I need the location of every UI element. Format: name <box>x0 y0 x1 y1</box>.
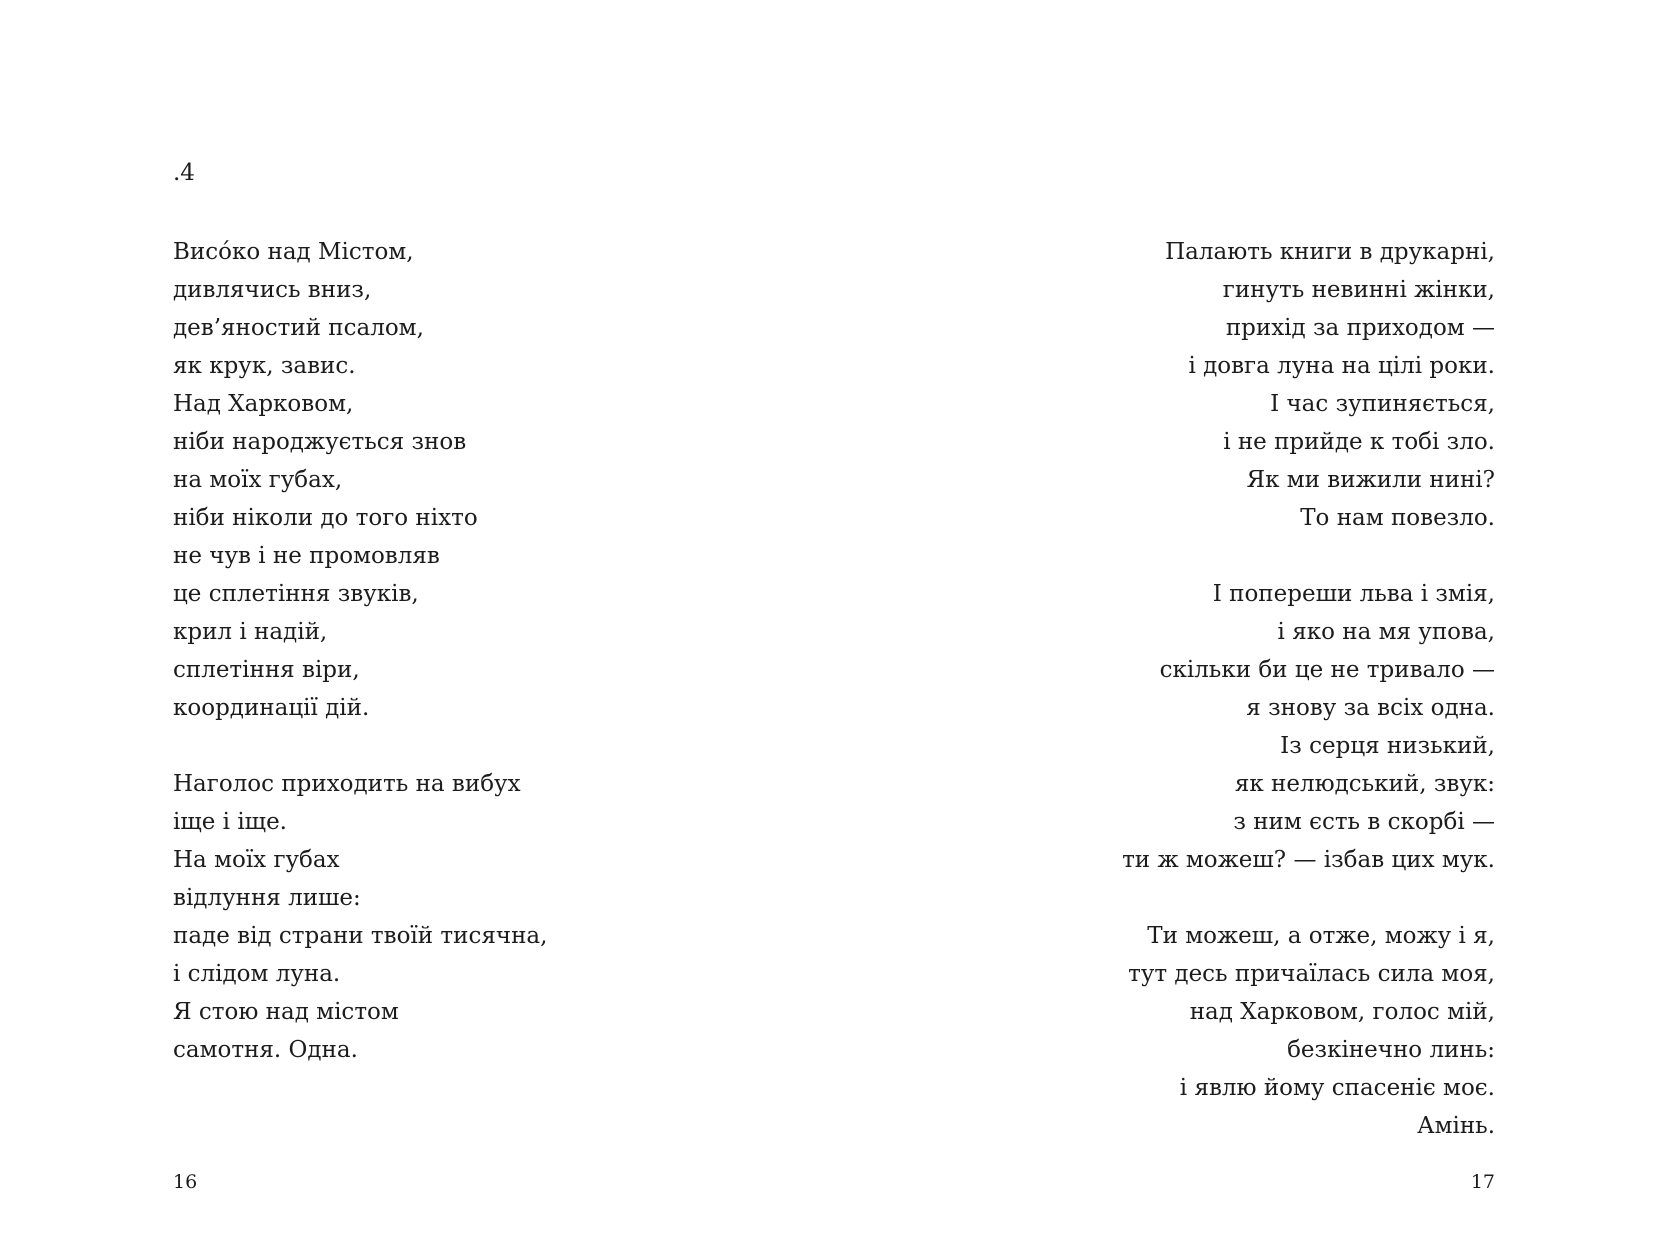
poem-line: з ним єсть в скорбі — <box>1233 809 1495 835</box>
poem-line: і не прийде к тобі зло. <box>1223 429 1495 455</box>
right-page-poem <box>1122 233 1495 1183</box>
poem-line: Висо́ко над Містом, <box>173 239 414 265</box>
poem-line: і яко на мя упова, <box>1277 619 1495 645</box>
poem-line: Наголос приходить на вибух <box>173 771 521 797</box>
poem-line: над Харковом, голос мій, <box>1189 999 1495 1025</box>
poem-line: це сплетіння звуків, <box>173 581 419 607</box>
poem-line: гинуть невинні жінки, <box>1222 277 1495 303</box>
poem-line: Амінь. <box>1417 1113 1495 1139</box>
stanza <box>1122 575 1495 879</box>
poem-line: і явлю йому спасеніє моє. <box>1179 1075 1495 1101</box>
poem-line: То нам повезло. <box>1300 505 1495 531</box>
poem-line: сплетіння віри, <box>173 657 360 683</box>
poem-line: На моїх губах <box>173 847 340 873</box>
stanza <box>173 765 547 1069</box>
poem-line: координації дій. <box>173 695 370 721</box>
poem-line: дев’яностий псалом, <box>173 315 424 341</box>
poem-line: не чув і не промовляв <box>173 543 440 569</box>
poem-line: і довга луна на цілі роки. <box>1188 353 1495 379</box>
poem-line: І попереши льва і змія, <box>1212 581 1495 607</box>
poem-line: іще і іще. <box>173 809 287 835</box>
poem-line: як нелюдський, звук: <box>1234 771 1495 797</box>
poem-line: відлуння лише: <box>173 885 361 911</box>
poem-line: крил і надій, <box>173 619 328 645</box>
poem-line: дивлячись вниз, <box>173 277 372 303</box>
stanza <box>1122 917 1495 1145</box>
poem-line: самотня. Одна. <box>173 1037 358 1063</box>
poem-line: Із серця низький, <box>1280 733 1495 759</box>
section-number: .4 <box>173 160 195 186</box>
poem-line: паде від страни твоїй тисячна, <box>173 923 548 949</box>
poem-line: ніби ніколи до того ніхто <box>173 505 478 531</box>
poem-line: Палають книги в друкарні, <box>1165 239 1495 265</box>
poem-line: Як ми вижили нині? <box>1246 467 1495 493</box>
poem-line: як крук, завис. <box>173 353 356 379</box>
poem-line: я знову за всіх одна. <box>1246 695 1495 721</box>
poem-line: тут десь причаїлась сила моя, <box>1128 961 1495 987</box>
stanza <box>173 233 547 727</box>
stanza <box>1122 233 1495 537</box>
poem-line: прихід за приходом — <box>1225 315 1495 341</box>
poem-line: на моїх губах, <box>173 467 343 493</box>
poem-line: Ти можеш, а отже, можу і я, <box>1147 923 1495 949</box>
poem-line: безкінечно линь: <box>1287 1037 1495 1063</box>
page-number-left: 16 <box>173 1171 198 1193</box>
poem-line: ніби народжується знов <box>173 429 467 455</box>
poem-line: і слідом луна. <box>173 961 341 987</box>
poem-line: скільки би це не тривало — <box>1159 657 1495 683</box>
page-number-right: 17 <box>1470 1171 1495 1193</box>
poem-line: Над Харковом, <box>173 391 354 417</box>
left-page-poem <box>173 233 547 1107</box>
poem-line: ти ж можеш? — ізбав цих мук. <box>1122 847 1495 873</box>
poem-line: Я стою над містом <box>173 999 399 1025</box>
poem-line: І час зупиняється, <box>1270 391 1495 417</box>
